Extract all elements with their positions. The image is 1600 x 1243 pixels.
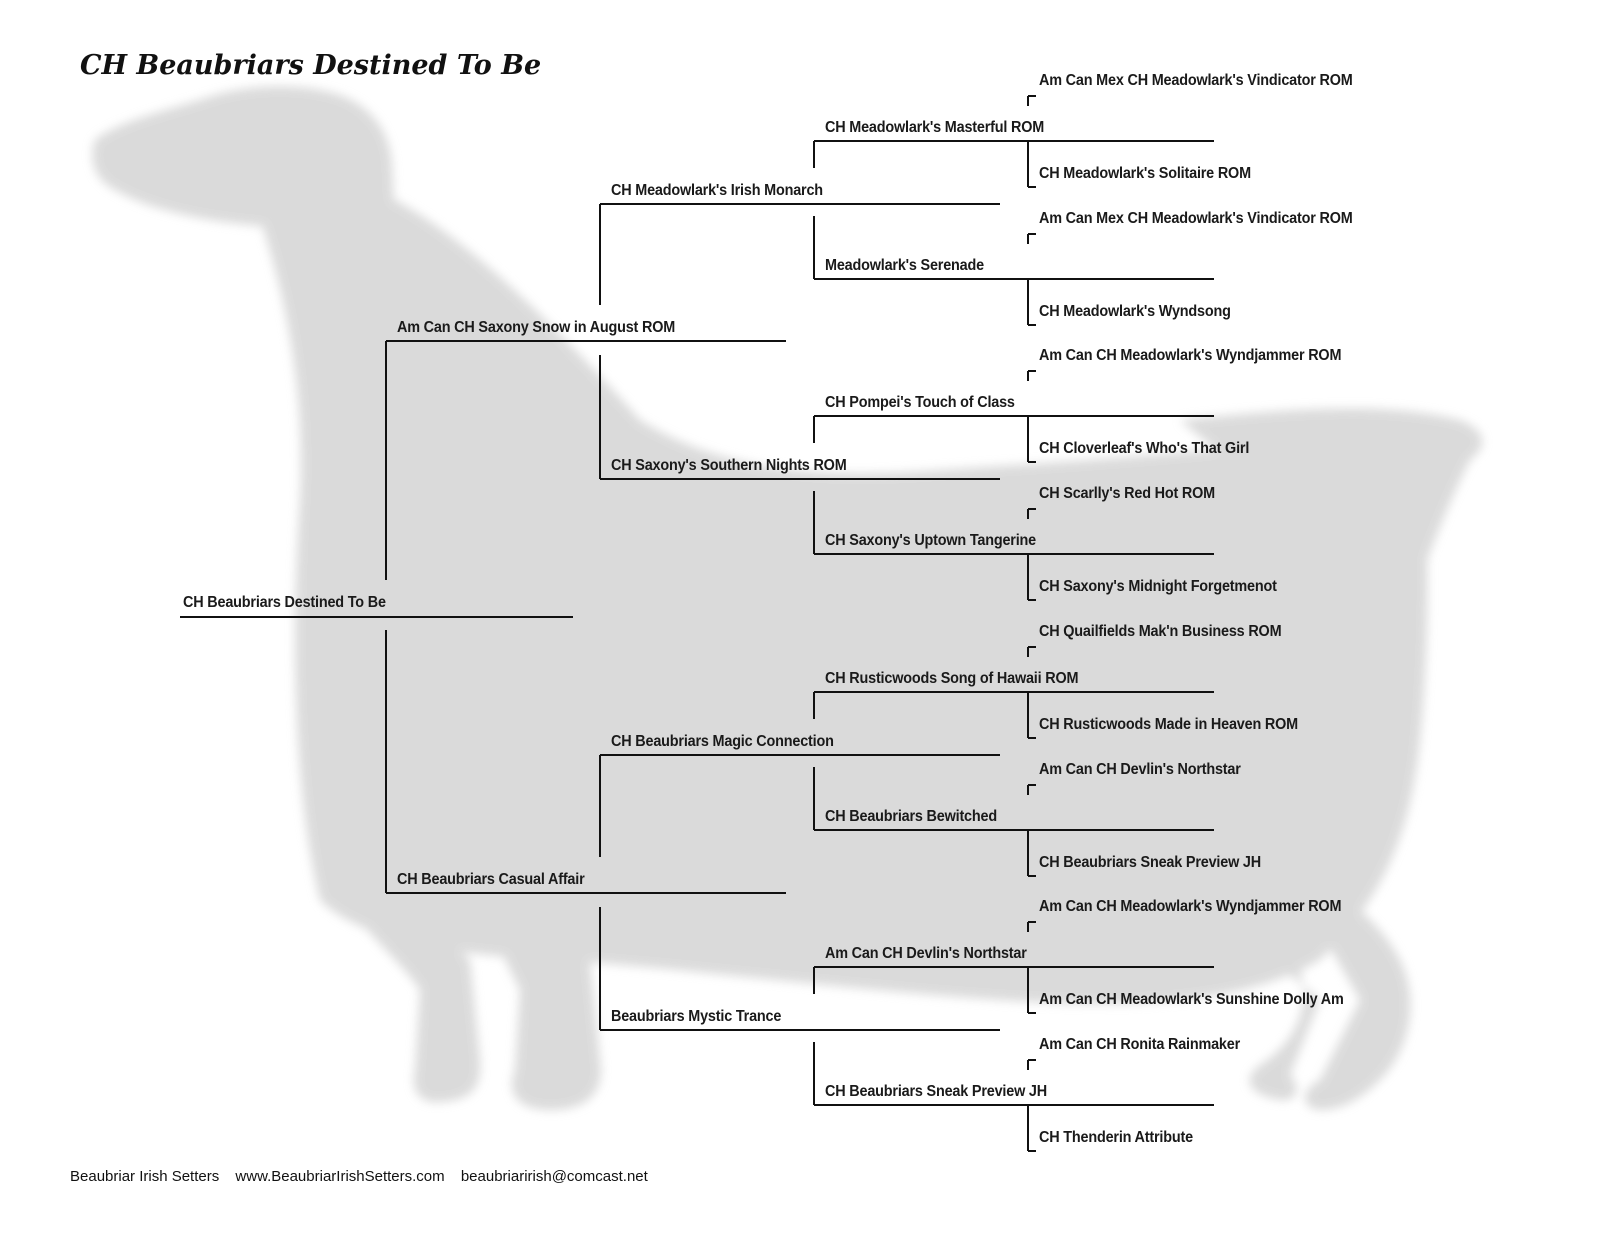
great-great-grandparent-name: CH Scarlly's Red Hot ROM xyxy=(1039,485,1215,502)
great-great-grandparent-name: Am Can CH Meadowlark's Wyndjammer ROM xyxy=(1039,347,1342,364)
great-great-grandparent-name: Am Can Mex CH Meadowlark's Vindicator ROM xyxy=(1039,210,1353,227)
subject-name: CH Beaubriars Destined To Be xyxy=(183,594,386,611)
great-great-grandparent-name: Am Can Mex CH Meadowlark's Vindicator ROM xyxy=(1039,72,1353,89)
great-grandparent-name: CH Saxony's Uptown Tangerine xyxy=(825,532,1037,549)
kennel-name: Beaubriar Irish Setters xyxy=(70,1168,220,1185)
great-great-grandparent-name: CH Meadowlark's Solitaire ROM xyxy=(1039,165,1251,182)
great-great-grandparent-name: CH Quailfields Mak'n Business ROM xyxy=(1039,623,1282,640)
great-great-grandparent-name: Am Can CH Devlin's Northstar xyxy=(1039,761,1241,778)
great-grandparent-name: Am Can CH Devlin's Northstar xyxy=(825,945,1027,962)
grandparent-name: CH Saxony's Southern Nights ROM xyxy=(611,457,847,474)
page-footer xyxy=(70,1168,660,1185)
website-link[interactable]: www.BeaubriarIrishSetters.com xyxy=(235,1168,445,1185)
great-great-grandparent-name: Am Can CH Ronita Rainmaker xyxy=(1039,1036,1241,1053)
sire-name: Am Can CH Saxony Snow in August ROM xyxy=(397,319,676,336)
email-link[interactable]: beaubriarirish@comcast.net xyxy=(460,1168,648,1185)
great-great-grandparent-name: CH Beaubriars Sneak Preview JH xyxy=(1039,854,1261,871)
great-grandparent-name: CH Beaubriars Bewitched xyxy=(825,808,997,825)
great-grandparent-name: CH Rusticwoods Song of Hawaii ROM xyxy=(825,670,1079,687)
dam-name: CH Beaubriars Casual Affair xyxy=(397,871,585,888)
great-great-grandparent-name: Am Can CH Meadowlark's Wyndjammer ROM xyxy=(1039,898,1342,915)
great-grandparent-name: Meadowlark's Serenade xyxy=(825,257,984,274)
great-great-grandparent-name: CH Thenderin Attribute xyxy=(1039,1129,1193,1146)
grandparent-name: CH Beaubriars Magic Connection xyxy=(611,733,834,750)
great-great-grandparent-name: CH Rusticwoods Made in Heaven ROM xyxy=(1039,716,1298,733)
page-title: CH Beaubriars Destined To Be xyxy=(80,50,542,81)
great-grandparent-name: CH Meadowlark's Masterful ROM xyxy=(825,119,1045,136)
grandparent-name: CH Meadowlark's Irish Monarch xyxy=(611,182,823,199)
great-great-grandparent-name: Am Can CH Meadowlark's Sunshine Dolly Am xyxy=(1039,991,1344,1008)
great-grandparent-name: CH Pompei's Touch of Class xyxy=(825,394,1015,411)
great-great-grandparent-name: CH Saxony's Midnight Forgetmenot xyxy=(1039,578,1277,595)
grandparent-name: Beaubriars Mystic Trance xyxy=(611,1008,782,1025)
great-great-grandparent-name: CH Meadowlark's Wyndsong xyxy=(1039,303,1231,320)
great-great-grandparent-name: CH Cloverleaf's Who's That Girl xyxy=(1039,440,1250,457)
great-grandparent-name: CH Beaubriars Sneak Preview JH xyxy=(825,1083,1047,1100)
